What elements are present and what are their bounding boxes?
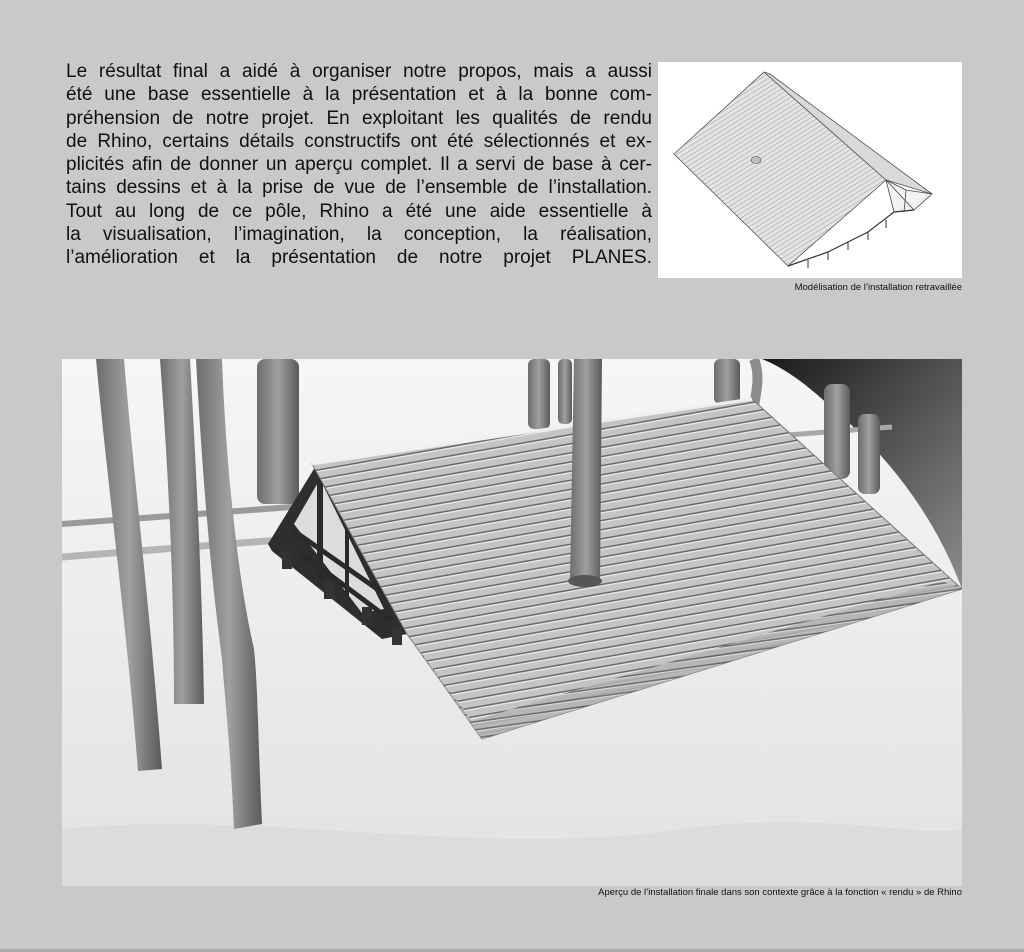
intro-line: été une base essentielle à la présentation et à la bonne com-: [66, 84, 652, 106]
model-image: [658, 62, 962, 278]
intro-line: plicités afin de donner un aperçu complet. Il a servi de base à cer-: [66, 154, 652, 176]
tree-trunk: [858, 414, 880, 494]
roof-model-drawing: [658, 62, 962, 278]
intro-line: tains dessins et à la prise de vue de l’ensemble de l’installation.: [66, 177, 652, 199]
intro-line: la visualisation, l’imagination, la conception, la réalisation,: [66, 224, 652, 246]
intro-line: de Rhino, certains détails constructifs ont été sélectionnés et ex-: [66, 130, 652, 152]
tree-trunk: [528, 359, 550, 429]
tree-trunk: [714, 359, 740, 404]
model-caption: Modélisation de l’installation retravaillée: [794, 282, 962, 293]
intro-line: Le résultat final a aidé à organiser notre propos, mais a aussi: [66, 61, 652, 82]
tree-trunk: [824, 384, 850, 479]
intro-line: Tout au long de ce pôle, Rhino a été une aide essentielle à: [66, 200, 652, 222]
render-image: [62, 359, 962, 886]
intro-line: l’amélioration et la présentation de notre projet PLANES.: [66, 247, 652, 269]
rhino-render-scene: [62, 359, 962, 886]
tree-trunk: [558, 359, 572, 424]
intro-paragraph: [66, 60, 652, 270]
intro-line: préhension de notre projet. En exploitant les qualités de rendu: [66, 107, 652, 129]
tree-trunk: [257, 359, 299, 504]
tree-trunk: [570, 359, 602, 586]
render-caption: Aperçu de l’installation finale dans son contexte grâce à la fonction « rendu » de Rhino: [598, 887, 962, 898]
